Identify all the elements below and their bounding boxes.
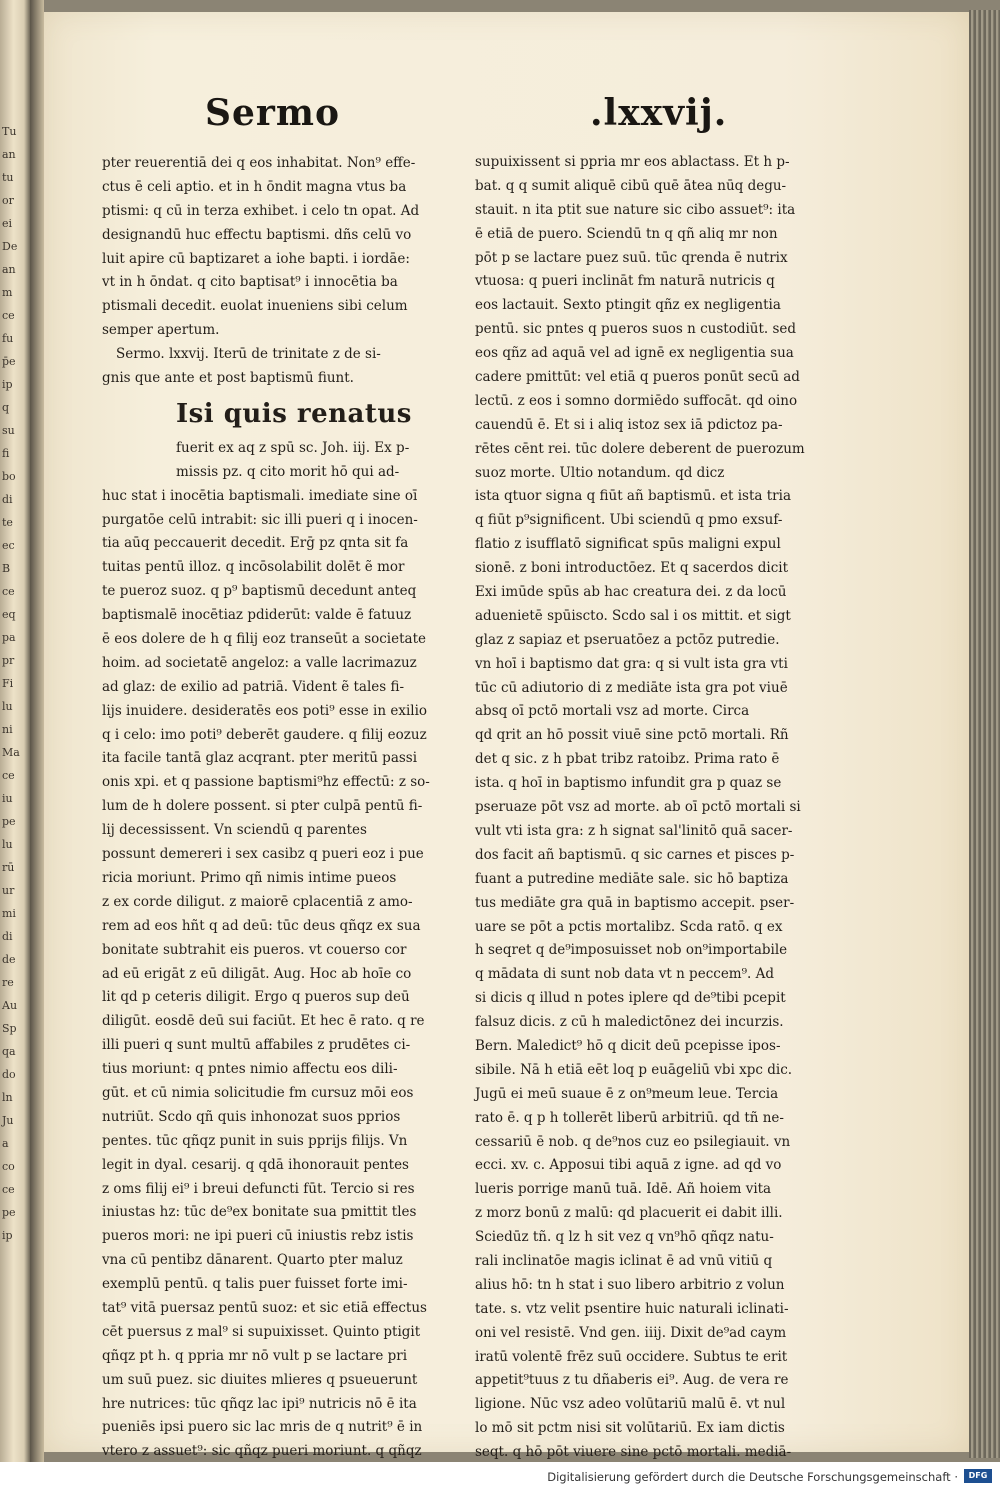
text-line: lit qd p ceteris diligit. Ergo q pueros sup deū bbox=[102, 989, 410, 1006]
text-line: glaz z sapiaz et pseruatōez a pctōz putredie. bbox=[475, 631, 780, 648]
text-line: pentū. sic pntes q pueros suos n custodiūt. sed bbox=[475, 321, 797, 338]
text-line: exemplū pentū. q talis puer fuisset forte imi- bbox=[102, 1276, 408, 1293]
text-line: legit in dyal. cesarij. q qdā ihonorauit pentes bbox=[102, 1156, 409, 1173]
text-line: gūt. et cū nimia solicitudie fm cursuz mōi eos bbox=[102, 1084, 414, 1101]
text-line: rem ad eos hñt q ad deū: tūc deus qñqz ex sua bbox=[102, 917, 421, 934]
text-line: ptismi: q cū in terza exhibet. i celo tn opat. Ad bbox=[102, 202, 420, 219]
sermon-incipit: Isi quis renatus bbox=[176, 398, 412, 429]
text-line: q fiūt p⁹significent. Ubi sciendū q pmo exsuf- bbox=[475, 512, 783, 529]
text-line: lectū. z eos i somno dormiēdo suffocāt. qd oino bbox=[475, 392, 798, 409]
text-line: semper apertum. bbox=[102, 322, 220, 339]
text-line: Bern. Maledict⁹ hō q dicit deū pcepisse ipos- bbox=[475, 1037, 781, 1054]
text-line: cadere pmittūt: vel etiā q pueros ponūt secū ad bbox=[475, 369, 800, 386]
running-head-right: .lxxvij. bbox=[590, 92, 728, 134]
text-line: eos qñz ad aquā vel ad ignē ex negligentia sua bbox=[475, 345, 794, 362]
text-line: z morz bonū z malū: qd placuerit ei dabit illi. bbox=[475, 1205, 783, 1222]
text-column-right bbox=[475, 151, 810, 1461]
text-line: appetit⁹tuus z tu dñaberis ei⁹. Aug. de vera re bbox=[475, 1372, 789, 1389]
text-line: cēt puersus z mal⁹ si supuixisset. Quinto ptigit bbox=[102, 1323, 421, 1340]
text-line: Exi imūde spūs ab hac creatura dei. z da locū bbox=[475, 584, 787, 601]
text-line: vna cū pentibz dānarent. Quarto pter maluz bbox=[102, 1252, 403, 1269]
text-line: hoim. ad societatē angeloz: a valle lacrimazuz bbox=[102, 654, 417, 671]
text-line: te pueroz suoz. q p⁹ baptismū decedunt anteq bbox=[102, 583, 417, 600]
text-line: rētes cēnt rei. tūc dolere deberent de puerozum bbox=[475, 440, 805, 457]
text-line: vult vti ista gra: z h signat sal'linitō quā sacer- bbox=[475, 822, 793, 839]
text-line: possunt demereri i sex casibz q pueri eoz i pue bbox=[102, 846, 424, 863]
text-line: ita facile tantā glaz acqrant. pter meritū passi bbox=[102, 750, 418, 767]
text-line: pōt p se lactare puez suū. tūc qrenda ē nutrix bbox=[475, 249, 788, 266]
text-line: eos lactauit. Sexto ptingit qñz ex negligentia bbox=[475, 297, 781, 314]
text-line: fuant a putredine mediāte sale. sic hō baptiza bbox=[475, 870, 789, 887]
text-line: vtuosa: q pueri inclināt fm naturā nutricis q bbox=[475, 273, 775, 290]
text-line: z ex corde diligut. z maiorē cplacentiā z amo- bbox=[102, 893, 413, 910]
text-line: purgatōe celū intrabit: sic illi pueri q i inocen- bbox=[102, 511, 418, 528]
text-line: vn hoī i baptismo dat gra: q si vult ista gra vti bbox=[475, 655, 788, 672]
text-line: pueros mori: ne ipi pueri cū iniustis rebz istis bbox=[102, 1228, 414, 1245]
text-line: pter reuerentiā dei q eos inhabitat. Non⁹ effe- bbox=[102, 155, 416, 171]
text-line: tus mediāte gra quā in baptismo accepit. pser- bbox=[475, 894, 795, 911]
text-line: missis pz. q cito morit hō qui ad- bbox=[176, 463, 400, 480]
text-line: luit apire cū baptizaret a iohe bapti. i iordāe: bbox=[102, 250, 410, 267]
book-gutter bbox=[30, 0, 44, 1462]
text-line: pueniēs ipsi puero sic lac mris de q nutrit⁹ ē in bbox=[102, 1419, 423, 1436]
text-line: rato ē. q p h tollerēt liberū arbitriū. qd tñ ne- bbox=[475, 1109, 784, 1126]
text-line: tia aūq peccauerit decedit. Erḡ pz qnta sit fa bbox=[102, 535, 409, 552]
text-line: absq oī pctō mortali vsz ad morte. Circa bbox=[475, 703, 750, 720]
text-line: stauit. n ita ptit sue nature sic cibo assuet⁹: ita bbox=[475, 201, 796, 218]
text-line: huc stat i inocētia baptismali. imediate sine oī bbox=[102, 487, 418, 504]
text-line: ptismali decedit. euolat inueniens sibi celum bbox=[102, 298, 408, 315]
text-line: qd qrit an hō possit viuē sine pctō mortali. Rñ bbox=[475, 727, 789, 744]
text-line: oni vel resistē. Vnd gen. iiij. Dixit de⁹ad caym bbox=[475, 1324, 787, 1341]
previous-page-edge bbox=[0, 0, 30, 1462]
text-line: ad glaz: de exilio ad patriā. Vident ẽ tales fi- bbox=[102, 678, 405, 695]
previous-page-text: Tu an tu or ei De an m ce fu p̄e ip q su fi bo di te ec B ce eq pa pr Fi lu ni Ma ce iu pe lu rū ur mi di de re Au Sp qa do ln Ju a co ce pe ip bbox=[2, 125, 20, 1242]
text-line: q mādata di sunt nob data vt n peccem⁹. Ad bbox=[475, 966, 774, 983]
text-line: flatio z isufflatō significat spūs maligni expul bbox=[475, 536, 781, 553]
text-line: lijs inuidere. desideratēs eos poti⁹ esse in exilio bbox=[102, 702, 428, 719]
text-line: lo mō sit pctm nisi sit volūtariū. Ex iam dictis bbox=[475, 1420, 785, 1437]
text-line: det q sic. z h pbat tribz ratoibz. Prima rato ē bbox=[475, 751, 780, 768]
text-line: illi pueri q sunt multū affabiles z prudētes ci- bbox=[102, 1037, 411, 1054]
text-line: tūc cū adiutorio di z mediāte ista gra pot viuē bbox=[475, 679, 788, 696]
sermon-heading: gnis que ante et post baptismū fiunt. bbox=[102, 370, 354, 387]
text-line: onis xpi. et q passione baptismi⁹hz effectū: z so- bbox=[102, 774, 430, 791]
text-line: dos facit añ baptismū. q sic carnes et pisces p- bbox=[475, 846, 795, 863]
text-line: supuixissent si ppria mr eos ablactass. Et h p- bbox=[475, 154, 790, 170]
text-line: z oms filij ei⁹ i breui defuncti fūt. Tercio si res bbox=[102, 1180, 415, 1197]
text-line: ad eū erigāt z eū diligāt. Aug. Hoc ab hoīe co bbox=[102, 965, 412, 982]
text-line: um suū puez. sic diuites mlieres q psueuerunt bbox=[102, 1371, 418, 1388]
text-line: ligione. Nūc vsz adeo volūtariū malū ē. vt nul bbox=[475, 1396, 786, 1413]
text-line: rali inclinatōe magis iclinat ē ad vnū vitiū q bbox=[475, 1252, 773, 1269]
text-line: nutriūt. Scdo qñ quis inhonozat suos pprios bbox=[102, 1108, 401, 1125]
text-line: ē eos dolere de h q filij eoz transeūt a societate bbox=[102, 631, 427, 648]
text-line: lueris porrige manū tuā. Idē. Añ hoiem vita bbox=[475, 1181, 772, 1198]
dfg-logo: DFG bbox=[964, 1469, 992, 1483]
text-line: ctus ē celi aptio. et in h ōndit magna vtus ba bbox=[102, 178, 407, 195]
text-line: vtero z assuet⁹: sic qñqz pueri moriunt. q qñqz bbox=[102, 1443, 422, 1460]
text-line: seqt. q hō pōt viuere sine pctō mortali. mediā- bbox=[475, 1444, 792, 1461]
text-line: tius moriunt: q pntes nimio affectu eos dili- bbox=[102, 1061, 398, 1078]
text-line: ecci. xv. c. Apposui tibi aquā z igne. ad qd vo bbox=[475, 1157, 782, 1174]
text-line: uare se pōt a pctis mortalibz. Scda ratō. q ex bbox=[475, 918, 783, 935]
text-line: bat. q q sumit aliquē cibū quē ātea nūq degu- bbox=[475, 177, 787, 194]
text-column-left bbox=[102, 152, 437, 1460]
text-line: qñqz pt h. q ppria mr nō vult p se lactare pri bbox=[102, 1347, 408, 1364]
text-line: tuitas pentū illoz. q incōsolabilit dolēt ẽ mor bbox=[102, 559, 405, 576]
text-line: pseruaze pōt vsz ad morte. ab oī pctō mortali si bbox=[475, 799, 801, 816]
text-line: baptismalē inocētiaz pdiderūt: valde ē fatuuz bbox=[102, 607, 412, 624]
text-line: tate. s. vtz velit psentire huic naturali iclinati- bbox=[475, 1300, 789, 1317]
text-line: lij decessissent. Vn sciendū q parentes bbox=[102, 822, 367, 839]
text-line: sibile. Nā h etiā eēt loq p euāgeliū vbi xpc dic. bbox=[475, 1061, 793, 1078]
footer-bar bbox=[0, 1462, 1000, 1491]
text-line: iratū volentē frēz suū occidere. Subtus te erit bbox=[475, 1348, 788, 1365]
footer-credit: Digitalisierung gefördert durch die Deutsche Forschungsgemeinschaft · bbox=[547, 1470, 958, 1484]
text-line: ē etiā de puero. Sciendū tn q qñ aliq mr non bbox=[475, 225, 778, 242]
text-line: sionē. z boni introductōez. Et q sacerdos dicit bbox=[475, 560, 789, 577]
text-line: h seqret q de⁹imposuisset nob on⁹importabile bbox=[475, 942, 788, 959]
text-line: alius hō: tn h stat i suo libero arbitrio z volun bbox=[475, 1276, 785, 1293]
text-line: vt in h ōndat. q cito baptisat⁹ i innocētia ba bbox=[102, 274, 398, 291]
text-line: Jugū ei meū suaue ē z on⁹meum leue. Tercia bbox=[475, 1085, 779, 1102]
text-line: aduenietē spūiscto. Scdo sal i os mittit. et sigt bbox=[475, 607, 791, 624]
text-line: lum de h dolere possent. si pter culpā pentū fi- bbox=[102, 798, 423, 815]
running-head-left: Sermo bbox=[205, 92, 340, 134]
text-line: fuerit ex aq z spū sc. Joh. iij. Ex p- bbox=[176, 439, 410, 456]
sermon-heading: Sermo. lxxvij. Iterū de trinitate z de si- bbox=[116, 346, 381, 363]
page-block-edge bbox=[969, 10, 1000, 1458]
text-line: bonitate subtrahit eis pueros. vt couerso cor bbox=[102, 941, 407, 958]
text-line: ricia moriunt. Primo qñ nimis intime pueos bbox=[102, 869, 397, 886]
text-line: tat⁹ vitā puersaz pentū suoz: et sic etiā effectus bbox=[102, 1299, 427, 1316]
text-line: ista qtuor signa q fiūt añ baptismū. et ista tria bbox=[475, 488, 791, 505]
text-line: ista. q hoī in baptismo infundit gra p quaz se bbox=[475, 775, 782, 792]
text-line: designandū huc effectu baptismi. dñs celū vo bbox=[102, 226, 412, 243]
text-line: falsuz dicis. z cū h maledictōnez dei incurzis. bbox=[475, 1014, 784, 1031]
text-line: cauendū ē. Et si i aliq istoz sex iā pdictoz pa- bbox=[475, 416, 783, 433]
text-line: suoz morte. Ultio notandum. qd dicz bbox=[475, 464, 725, 481]
text-line: cessariū ē nob. q de⁹nos cuz eo psilegiauit. vn bbox=[475, 1133, 791, 1150]
text-line: pentes. tūc qñqz punit in suis pprijs filijs. Vn bbox=[102, 1132, 408, 1149]
text-line: iniustas hz: tūc de⁹ex bonitate sua pmittit tles bbox=[102, 1204, 417, 1221]
text-line: hre nutrices: tūc qñqz lac ipi⁹ nutricis nō ē ita bbox=[102, 1395, 417, 1412]
text-line: si dicis q illud n potes iplere qd de⁹tibi pcepit bbox=[475, 990, 786, 1007]
text-line: Sciedūz tñ. q lz h sit vez q vn⁹hō qñqz natu- bbox=[475, 1229, 774, 1246]
text-line: diligūt. eosdē deū sui faciūt. Et hec ē rato. q re bbox=[102, 1013, 425, 1030]
text-line: q i celo: imo poti⁹ deberēt gaudere. q filij eozuz bbox=[102, 726, 427, 743]
